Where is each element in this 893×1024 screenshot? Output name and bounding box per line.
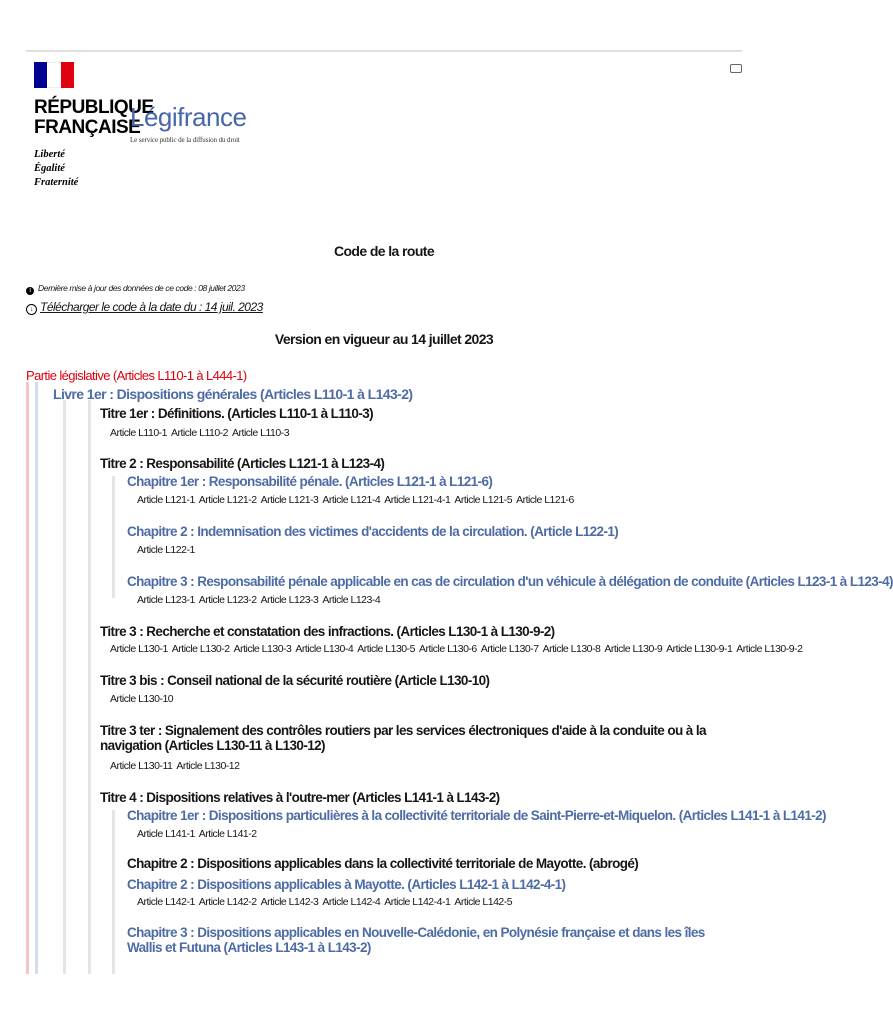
version-title: Version en vigueur au 14 juillet 2023 [274, 331, 494, 347]
article-link[interactable]: Article L142-4-1 [384, 896, 451, 908]
article-link[interactable]: Article L110-1 [110, 427, 168, 439]
titre-4-chapitre-1-link[interactable]: Chapitre 1er : Dispositions particulières à la collectivité territoriale de Saint-Pierre-et-Miquelon. (Articles L141-1 à L141-2) [127, 808, 826, 823]
chapitre-guide-2 [112, 810, 115, 974]
titre-3-articles [110, 643, 806, 655]
article-link[interactable]: Article L142-2 [198, 896, 257, 908]
last-update-note: i Dernière mise à jour des données de ce code : 08 juillet 2023 [26, 283, 245, 295]
article-link[interactable]: Article L130-4 [295, 643, 354, 655]
titre-3-bis-articles [110, 693, 177, 705]
article-link[interactable]: Article L130-7 [480, 643, 539, 655]
article-link[interactable]: Article L130-5 [357, 643, 415, 655]
titre-2-chapitre-1-link[interactable]: Chapitre 1er : Responsabilité pénale. (Articles L121-1 à L121-6) [127, 474, 493, 489]
chapitre-guide [112, 476, 115, 598]
titre-guide [88, 400, 91, 974]
article-link[interactable]: Article L110-3 [232, 427, 290, 439]
partie-legislative-link[interactable]: Partie législative (Articles L110-1 à L444-1) [26, 368, 247, 383]
titre-1-articles [110, 427, 293, 439]
titre-2-link[interactable]: Titre 2 : Responsabilité (Articles L121-1 à L123-4) [100, 456, 385, 471]
info-icon: i [26, 287, 34, 295]
livre-1-link[interactable]: Livre 1er : Dispositions générales (Articles L110-1 à L143-2) [53, 386, 413, 402]
legifrance-logo[interactable] [130, 102, 246, 144]
titre-3-ter-articles [110, 760, 243, 772]
titre-4-chapitre-2-abroge-link[interactable]: Chapitre 2 : Dispositions applicables dans la collectivité territoriale de Mayotte. (abrogé) [127, 856, 639, 871]
article-link[interactable]: Article L130-3 [233, 643, 292, 655]
article-link[interactable]: Article L130-9-1 [666, 643, 733, 655]
article-link[interactable]: Article L110-2 [171, 427, 229, 439]
titre-4-chapitre-1-articles [137, 828, 261, 840]
titre-2-chapitre-3-link[interactable]: Chapitre 3 : Responsabilité pénale applicable en cas de circulation d'un véhicule à délégation de conduite (Articles L123-1 à L123-4) [127, 574, 893, 589]
titre-3-ter-link[interactable]: Titre 3 ter : Signalement des contrôles routiers par les services électroniques d'aide à la conduite ou à la navigation (Articles L130-11 à L130-12) [100, 723, 706, 753]
article-link[interactable]: Article L142-3 [260, 896, 319, 908]
download-icon: ↓ [26, 304, 37, 315]
article-link[interactable]: Article L142-4 [322, 896, 381, 908]
article-link[interactable]: Article L142-1 [137, 896, 195, 908]
article-link[interactable]: Article L130-6 [418, 643, 477, 655]
article-link[interactable]: Article L121-5 [454, 494, 513, 506]
article-link[interactable]: Article L121-1 [137, 494, 195, 506]
titre-1-link[interactable]: Titre 1er : Définitions. (Articles L110-1 à L110-3) [100, 406, 374, 421]
article-link[interactable]: Article L121-6 [516, 494, 574, 506]
titre-3-link[interactable]: Titre 3 : Recherche et constatation des infractions. (Articles L130-1 à L130-9-2) [100, 624, 555, 639]
article-link[interactable]: Article L121-4 [322, 494, 381, 506]
article-link[interactable]: Article L123-1 [137, 594, 195, 606]
livre-guide [35, 382, 38, 974]
article-link[interactable]: Article L130-9 [604, 643, 663, 655]
article-link[interactable]: Article L130-11 [110, 760, 173, 772]
article-link[interactable]: Article L130-1 [110, 643, 168, 655]
partie-guide [26, 382, 29, 974]
titre-3-bis-link[interactable]: Titre 3 bis : Conseil national de la sécurité routière (Article L130-10) [100, 673, 490, 688]
article-link[interactable]: Article L123-3 [260, 594, 319, 606]
article-link[interactable]: Article L121-4-1 [384, 494, 451, 506]
titre-4-chapitre-2-link[interactable]: Chapitre 2 : Dispositions applicables à Mayotte. (Articles L142-1 à L142-4-1) [127, 877, 566, 892]
download-link[interactable]: ↓ Télécharger le code à la date du : 14 juil. 2023 [26, 300, 263, 315]
brand-tagline: Le service public de la diffusion du droit [130, 136, 240, 144]
livre-guide-2 [63, 400, 66, 974]
article-link[interactable]: Article L130-12 [176, 760, 240, 772]
top-divider [26, 50, 742, 52]
menu-icon[interactable] [730, 64, 742, 73]
titre-2-chapitre-3-articles [137, 594, 384, 606]
article-link[interactable]: Article L121-2 [198, 494, 257, 506]
titre-4-link[interactable]: Titre 4 : Dispositions relatives à l'outre-mer (Articles L141-1 à L143-2) [100, 790, 500, 805]
motto: Liberté Égalité Fraternité [34, 149, 79, 188]
brand-name: Légifrance [130, 102, 247, 132]
article-link[interactable]: Article L130-8 [542, 643, 601, 655]
code-title: Code de la route [333, 243, 435, 259]
titre-4-chapitre-3-link[interactable]: Chapitre 3 : Dispositions applicables en Nouvelle-Calédonie, en Polynésie française et dans les îles Wallis et Futuna (Articles L143-1 à L143-2) [127, 925, 705, 955]
republique-francaise-logo: RÉPUBLIQUE FRANÇAISE [34, 97, 154, 138]
titre-2-chapitre-2-link[interactable]: Chapitre 2 : Indemnisation des victimes d'accidents de la circulation. (Article L122-1) [127, 524, 619, 539]
titre-4-chapitre-2-articles [137, 896, 516, 908]
article-link[interactable]: Article L122-1 [137, 544, 195, 556]
marianne-flag-logo [34, 62, 74, 88]
article-link[interactable]: Article L123-2 [198, 594, 257, 606]
titre-2-chapitre-2-articles [137, 544, 199, 556]
article-link[interactable]: Article L121-3 [260, 494, 319, 506]
article-link[interactable]: Article L141-1 [137, 828, 195, 840]
article-link[interactable]: Article L130-10 [110, 693, 174, 705]
article-link[interactable]: Article L130-9-2 [736, 643, 803, 655]
article-link[interactable]: Article L142-5 [454, 896, 513, 908]
article-link[interactable]: Article L130-2 [171, 643, 230, 655]
article-link[interactable]: Article L123-4 [322, 594, 381, 606]
titre-2-chapitre-1-articles [137, 494, 578, 506]
article-link[interactable]: Article L141-2 [198, 828, 257, 840]
